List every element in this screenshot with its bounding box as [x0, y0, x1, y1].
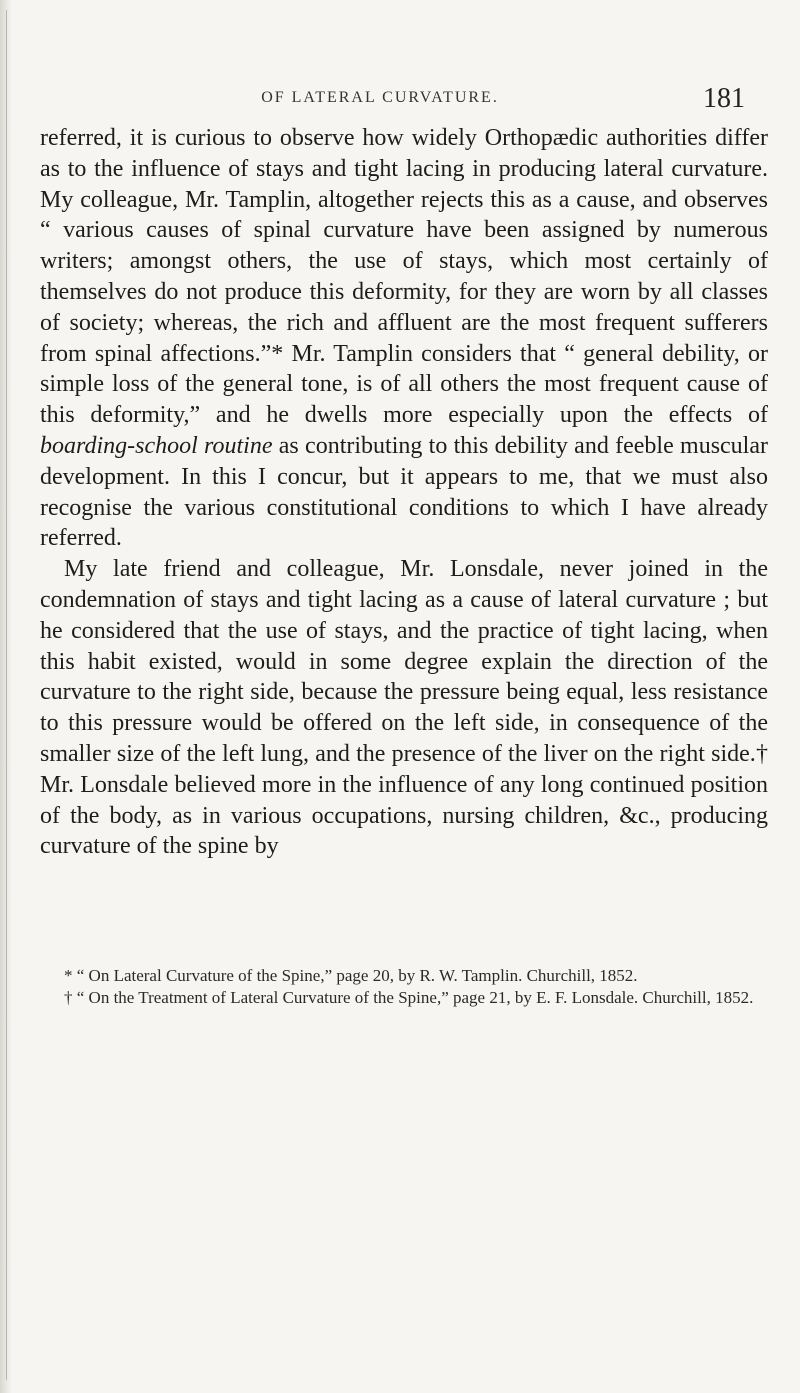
- paragraph-2: My late friend and colleague, Mr. Lonsdale, never joined in the condemnation of stays and tight lacing as a cause of lateral curvature ; but he considered that the use of stays, and the practice of tight lacing, when this habit existed, would in some degree explain the direction of the curvature to the right side, because the pressure being equal, less resistance to this pressure would be offered on the left side, in consequence of the smaller size of the left lung, and the presence of the liver on the right side.† Mr. Lonsdale believed more in the influence of any long continued position of the body, as in various occupations, nursing children, &c., producing curvature of the spine by: [40, 556, 768, 860]
- binding-edge-line: [6, 10, 7, 1380]
- page-gutter: [0, 0, 12, 1393]
- page-number: 181: [703, 83, 745, 114]
- paragraph-1: [40, 123, 768, 554]
- running-head: [0, 83, 800, 117]
- paragraph-1-part-1: referred, it is curious to observe how widely Orthopædic authorities differ as to the influence of stays and tight lacing in producing lateral curvature. My colleague, Mr. Tamplin, altogether rejects this as a cause, and observes “ various causes of spinal curvature have been assigned by numerous writers; amongst others, the use of stays, which most certainly of themselves do not produce this deformity, for they are worn by all classes of society; whereas, the rich and affluent are the most frequent sufferers from spinal affections.”* Mr. Tamplin considers that “ general debility, or simple loss of the general tone, is of all others the most frequent cause of this deformity,” and he dwells more especially upon the effects of: [40, 125, 768, 429]
- paragraph-1-italic-phrase: boarding-school routine: [40, 432, 273, 459]
- footnote-2: † “ On the Treatment of Lateral Curvature of the Spine,” page 21, by E. F. Lonsdale. Churchill, 1852.: [64, 987, 754, 1007]
- footnote-1: * “ On Lateral Curvature of the Spine,” page 20, by R. W. Tamplin. Churchill, 1852.: [64, 966, 638, 985]
- body-text: [40, 123, 768, 862]
- footnotes: [40, 965, 768, 1008]
- paragraph-1-part-2: as contributing to this debility and feeble muscular development. In this I concur, but it appears to me, that we must also recognise the various constitutional conditions to which I have already referred.: [40, 432, 768, 552]
- running-head-title: OF LATERAL CURVATURE.: [261, 89, 499, 106]
